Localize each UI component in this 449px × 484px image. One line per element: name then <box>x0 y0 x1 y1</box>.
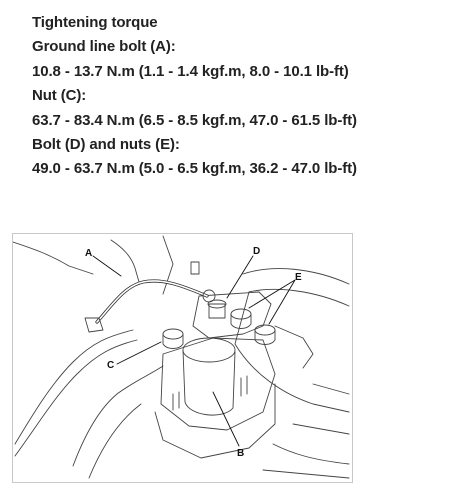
insulator-body <box>183 350 235 415</box>
nut-c-side <box>163 334 183 349</box>
bolt-d <box>209 304 225 318</box>
case-outline <box>249 289 349 306</box>
mount-diagram-illustration <box>13 234 352 482</box>
callout-label-a: A <box>85 248 93 259</box>
bracket-line <box>73 366 163 466</box>
spec-value-nut-c: 63.7 - 83.4 N.m (6.5 - 8.5 kgf.m, 47.0 - 61.5 lb-ft) <box>32 111 357 129</box>
frame-line <box>111 240 139 282</box>
ground-line-cable <box>97 281 207 322</box>
nut-c <box>163 329 183 339</box>
callout-leader-e <box>249 280 295 324</box>
frame-line <box>13 242 93 274</box>
nut-e-2-side <box>255 330 275 345</box>
top-bolt <box>191 262 199 274</box>
spec-label-bolt-d-nuts-e: Bolt (D) and nuts (E): <box>32 136 180 154</box>
case-outline <box>273 444 349 464</box>
case-outline <box>313 384 349 394</box>
spec-value-ground-line-bolt: 10.8 - 13.7 N.m (1.1 - 1.4 kgf.m, 8.0 - 10.1 lb-ft) <box>32 62 349 80</box>
case-outline <box>235 292 349 412</box>
torque-specification <box>32 11 442 182</box>
spec-label-ground-line-bolt: Ground line bolt (A): <box>32 38 176 56</box>
nut-e-1 <box>231 309 251 319</box>
spec-value-bolt-d-nuts-e: 49.0 - 63.7 N.m (5.0 - 6.5 kgf.m, 36.2 - 47.0 lb-ft) <box>32 160 357 178</box>
bracket-plate <box>193 292 271 338</box>
hose-line <box>15 340 137 456</box>
callout-leader-c <box>117 342 161 364</box>
nut-e-2 <box>255 325 275 335</box>
case-outline <box>263 470 349 478</box>
spec-label-nut-c: Nut (C): <box>32 87 87 105</box>
mount-diagram <box>12 233 353 483</box>
mount-base-plate <box>161 338 275 430</box>
callout-label-b: B <box>237 448 245 459</box>
bracket-line <box>89 404 141 478</box>
callout-leader-a <box>93 256 121 276</box>
callout-label-c: C <box>107 360 115 371</box>
insulator-top <box>183 338 235 362</box>
callout-label-d: D <box>253 246 261 257</box>
case-outline <box>293 424 349 434</box>
spec-heading: Tightening torque <box>32 14 158 31</box>
callout-label-e: E <box>295 272 302 283</box>
case-outline <box>275 326 313 368</box>
callout-leader-b <box>213 392 239 446</box>
frame-line <box>163 236 173 294</box>
